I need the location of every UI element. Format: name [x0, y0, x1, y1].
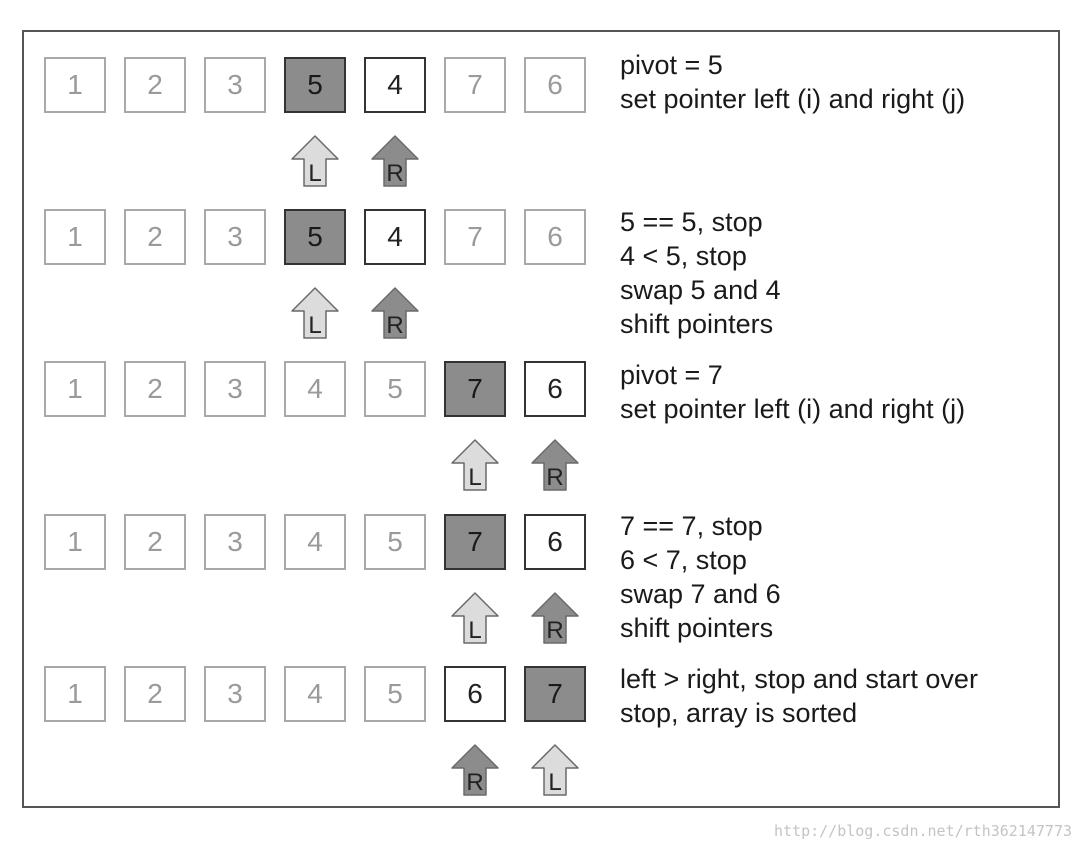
array-cell: 5 [284, 57, 346, 113]
array-cell: 4 [364, 209, 426, 265]
array-cell: 5 [284, 209, 346, 265]
array-cell: 1 [44, 209, 106, 265]
step-notes [620, 509, 781, 645]
array-cell: 7 [444, 361, 506, 417]
array-cell: 6 [524, 57, 586, 113]
pointer-l-arrow-icon [450, 592, 500, 644]
pointer-label: R [386, 312, 404, 339]
array-cell: 2 [124, 361, 186, 417]
note-line: 4 < 5, stop [620, 241, 747, 271]
note-line: set pointer left (i) and right (j) [620, 84, 966, 114]
step-notes [620, 205, 781, 341]
array-cell: 1 [44, 361, 106, 417]
array-cell: 5 [364, 361, 426, 417]
array-cell: 6 [524, 361, 586, 417]
array-cell: 1 [44, 514, 106, 570]
array-cell: 1 [44, 666, 106, 722]
array-cell: 4 [284, 514, 346, 570]
pointer-label: L [548, 769, 562, 796]
note-line: shift pointers [620, 309, 774, 339]
pointer-r-arrow-icon [450, 744, 500, 796]
array-cell: 3 [204, 57, 266, 113]
array-cell: 6 [524, 209, 586, 265]
pointer-r-arrow-icon [530, 592, 580, 644]
array-cell: 5 [364, 514, 426, 570]
array-cell: 5 [364, 666, 426, 722]
array-cell: 3 [204, 209, 266, 265]
array-cell: 2 [124, 57, 186, 113]
array-cell: 4 [284, 666, 346, 722]
array-cell: 4 [364, 57, 426, 113]
step-notes [620, 48, 965, 116]
array-cell: 2 [124, 666, 186, 722]
note-line: left > right, stop and start over [620, 664, 978, 694]
array-cell: 3 [204, 514, 266, 570]
array-cell: 7 [444, 209, 506, 265]
array-cell: 2 [124, 209, 186, 265]
pointer-label: L [308, 160, 322, 187]
note-line: 5 == 5, stop [620, 207, 763, 237]
step-notes [620, 358, 965, 426]
array-cell: 7 [524, 666, 586, 722]
pointer-l-arrow-icon [450, 439, 500, 491]
array-cell: 6 [444, 666, 506, 722]
array-cell: 2 [124, 514, 186, 570]
pointer-r-arrow-icon [370, 135, 420, 187]
array-cell: 4 [284, 361, 346, 417]
pointer-l-arrow-icon [290, 135, 340, 187]
note-line: swap 5 and 4 [620, 275, 781, 305]
watermark: http://blog.csdn.net/rth362147773 [773, 822, 1072, 840]
pointer-label: L [308, 312, 322, 339]
pointer-r-arrow-icon [370, 287, 420, 339]
note-line: pivot = 5 [620, 50, 723, 80]
pointer-label: R [386, 160, 404, 187]
array-cell: 7 [444, 57, 506, 113]
array-cell: 6 [524, 514, 586, 570]
array-cell: 3 [204, 666, 266, 722]
note-line: pivot = 7 [620, 360, 723, 390]
note-line: 6 < 7, stop [620, 545, 747, 575]
pointer-r-arrow-icon [530, 439, 580, 491]
pointer-l-arrow-icon [290, 287, 340, 339]
pointer-label: L [468, 464, 482, 491]
array-cell: 3 [204, 361, 266, 417]
pointer-label: R [466, 769, 484, 796]
note-line: set pointer left (i) and right (j) [620, 394, 966, 424]
note-line: swap 7 and 6 [620, 579, 781, 609]
array-cell: 1 [44, 57, 106, 113]
pointer-l-arrow-icon [530, 744, 580, 796]
step-notes [620, 662, 978, 730]
note-line: stop, array is sorted [620, 698, 858, 728]
pointer-label: L [468, 617, 482, 644]
note-line: shift pointers [620, 613, 774, 643]
array-cell: 7 [444, 514, 506, 570]
note-line: 7 == 7, stop [620, 511, 763, 541]
pointer-label: R [546, 464, 564, 491]
pointer-label: R [546, 617, 564, 644]
